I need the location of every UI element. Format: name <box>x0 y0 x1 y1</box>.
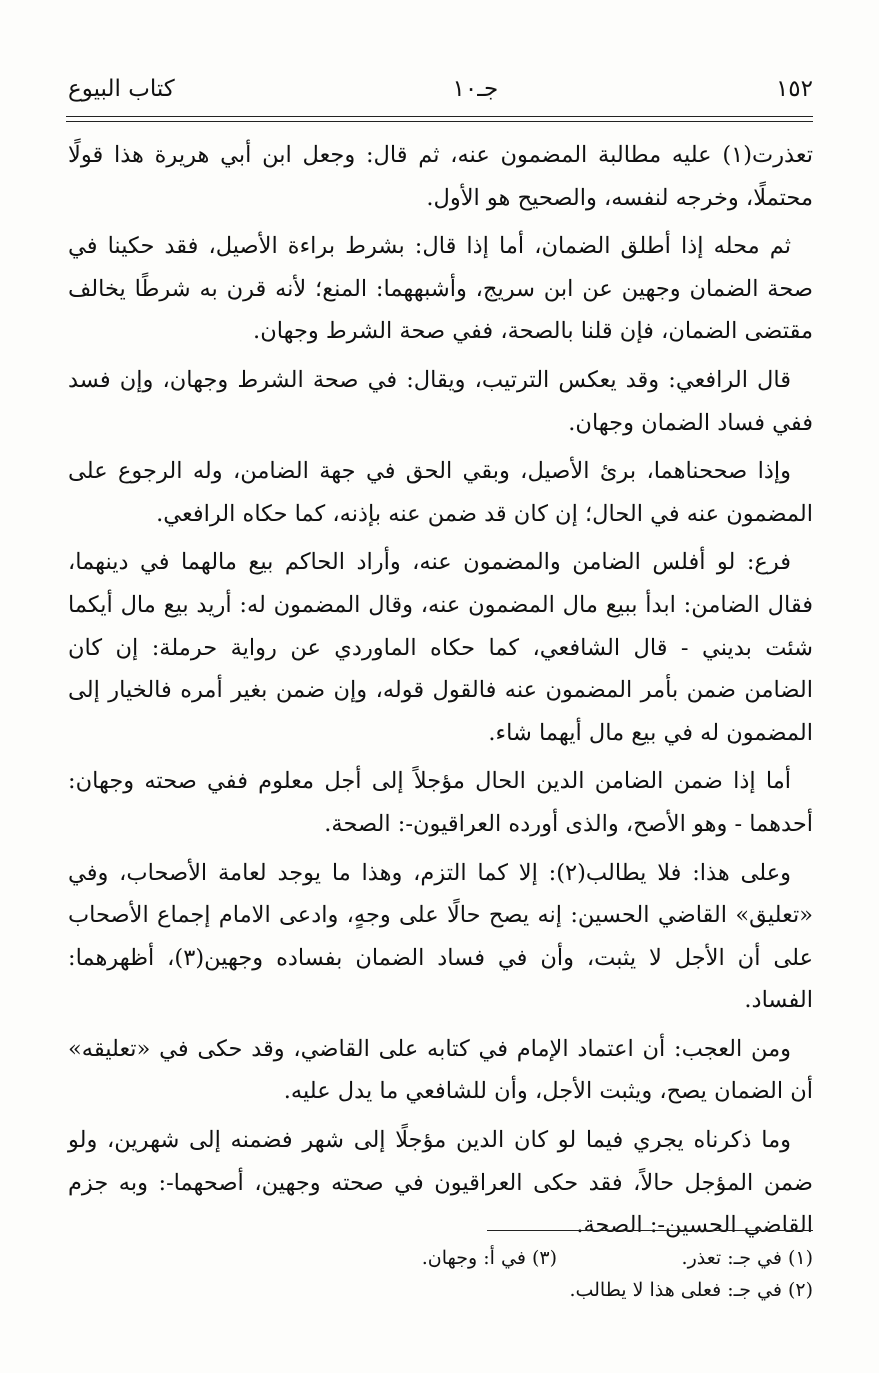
footnote-row <box>68 1242 813 1274</box>
paragraph: ومن العجب: أن اعتماد الإمام في كتابه على القاضي، وقد حكى في «تعليقه» أن الضمان يصح، ويثبت الأجل، وأن للشافعي ما يدل عليه. <box>68 1035 813 1105</box>
footnote-separator <box>487 1230 813 1231</box>
footnotes <box>68 1242 813 1306</box>
footnote-3: (٣) في أ: وجهان. <box>421 1247 557 1269</box>
footnote-2: (٢) في جـ: فعلى هذا لا يطالب. <box>569 1279 813 1301</box>
footnote-row <box>68 1274 813 1306</box>
book-title: كتاب البيوع <box>68 76 175 102</box>
paragraph: أما إذا ضمن الضامن الدين الحال مؤجلاً إلى أجل معلوم ففي صحته وجهان: أحدهما - وهو الأصح، والذى أورده العراقيون-: الصحة. <box>68 768 813 837</box>
page-header <box>68 72 813 106</box>
footnote-1: (١) في جـ: تعذر. <box>681 1247 813 1269</box>
paragraph: وعلى هذا: فلا يطالب(٢): إلا كما التزم، وهذا ما يوجد لعامة الأصحاب، وفي «تعليق» القاضي الحسين: إنه يصح حالًا على وجهٍ، وادعى الامام إجماع الأصحاب على أن الأجل لا يثبت، وأن في فساد الضمان بفساده وجهين(٣)، أظهرهما: الفساد. <box>68 859 814 1014</box>
header-rule-bottom <box>66 121 813 122</box>
paragraph: فرع: لو أفلس الضامن والمضمون عنه، وأراد الحاكم بيع مالهما في دينهما، فقال الضامن: ابدأ ببيع مال المضمون عنه، وقال المضمون له: أريد بيع مال أيكما شئت بديني - قال الشافعي، كما حكاه الماوردي عن رواية حرملة: إن كان الضامن ضمن بأمر المضمون عنه فالقول قوله، وإن ضمن بغير أمره فالخيار إلى المضمون له في بيع مال أيهما شاء. <box>68 549 813 746</box>
paragraph: وإذا صححناهما، برئ الأصيل، وبقي الحق في جهة الضامن، وله الرجوع على المضمون عنه في الحال؛ إن كان قد ضمن عنه بإذنه، كما حكاه الرافعي. <box>68 458 813 527</box>
paragraph: ثم محله إذا أطلق الضمان، أما إذا قال: بشرط براءة الأصيل، فقد حكينا في صحة الضمان وجهين عن ابن سريج، وأشبههما: المنع؛ لأنه قرن به شرطًا يخالف مقتضى الضمان، فإن قلنا بالصحة، ففي صحة الشرط وجهان. <box>68 233 813 345</box>
page-number: ١٥٢ <box>775 76 813 102</box>
volume-label: جـ١٠ <box>452 76 499 102</box>
paragraph: تعذرت(١) عليه مطالبة المضمون عنه، ثم قال: وجعل ابن أبي هريرة هذا قولًا محتملًا، وخرجه لنفسه، والصحيح هو الأول. <box>68 142 813 211</box>
paragraph: وما ذكرناه يجري فيما لو كان الدين مؤجلًا إلى شهر فضمنه إلى شهرين، ولو ضمن المؤجل حالاً، فقد حكى العراقيون في صحته وجهين، أصحهما-: وبه جزم القاضي الحسين-: الصحة. <box>68 1127 813 1239</box>
header-rule-top <box>66 116 813 117</box>
main-text <box>68 134 813 1253</box>
paragraph: قال الرافعي: وقد يعكس الترتيب، ويقال: في صحة الشرط وجهان، وإن فسد ففي فساد الضمان وجهان. <box>68 366 813 436</box>
